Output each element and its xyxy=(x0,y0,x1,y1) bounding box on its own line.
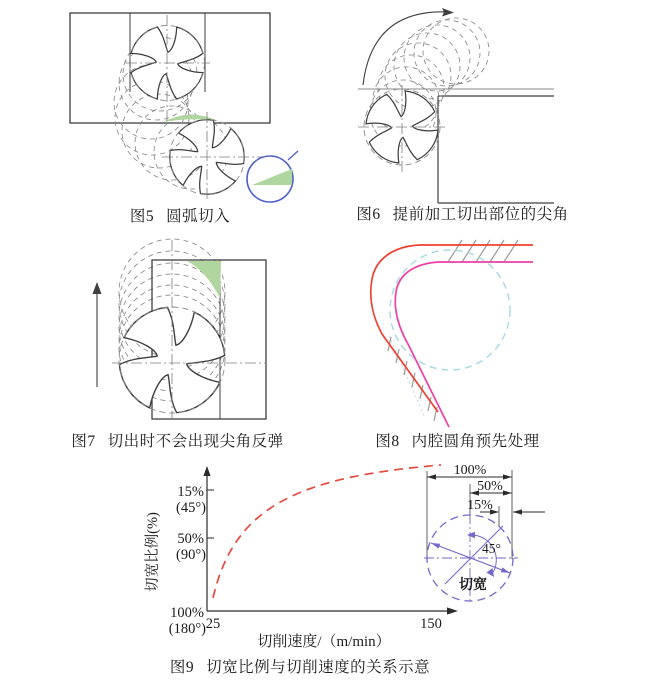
figure7-number: 图7 xyxy=(71,433,96,450)
figure7-exit-drawing xyxy=(93,239,267,430)
y-tick-100: 100% xyxy=(170,605,204,621)
inset-dim-50: 50% xyxy=(477,479,503,494)
figure6-title: 提前加工切出部位的尖角 xyxy=(392,206,569,223)
inset-cut-width-label: 切宽 xyxy=(459,578,487,593)
corner-tool-circle-cyan xyxy=(390,250,510,370)
figure5-arc-entry-drawing xyxy=(70,13,298,209)
y-tick-marks xyxy=(207,490,214,538)
engagement-wedge-green xyxy=(252,169,292,185)
figure5-number: 图5 xyxy=(129,208,155,225)
figure5-caption xyxy=(55,204,305,226)
y-axis-arrow xyxy=(203,466,210,476)
x-axis-arrow xyxy=(447,607,458,614)
x-tick-25: 25 xyxy=(205,616,221,632)
figure9-chart xyxy=(144,463,545,650)
figure6-caption xyxy=(345,202,580,224)
detail-leader-line xyxy=(288,151,298,160)
figure6-corner-premachining-drawing xyxy=(358,8,554,203)
figure8-caption xyxy=(340,429,575,451)
inset-dim-100: 100% xyxy=(453,463,487,478)
figure8-inner-corner-drawing xyxy=(371,240,533,427)
figure7-title: 切出时不会出现尖角反弹 xyxy=(107,433,284,450)
y-tick-50: 50% xyxy=(177,531,204,547)
workpiece-step-profile xyxy=(438,96,554,203)
feed-direction-arrow xyxy=(93,282,102,387)
figure8-number: 图8 xyxy=(375,433,400,450)
engagement-detail-circle xyxy=(247,151,298,202)
figure6-number: 图6 xyxy=(356,206,381,223)
figure9-title: 切宽比例与切削速度的关系示意 xyxy=(206,659,431,676)
figure7-caption xyxy=(55,429,300,451)
cut-width-inset xyxy=(424,463,545,603)
figure8-title: 内腔圆角预先处理 xyxy=(411,433,540,450)
pre-treatment-path-red xyxy=(371,245,533,412)
finish-contour-magenta xyxy=(395,262,533,427)
figure9-number: 图9 xyxy=(169,659,195,676)
ratio-vs-speed-curve xyxy=(213,465,441,598)
y-tick-90deg: (90°) xyxy=(176,547,206,563)
y-tick-45deg: (45°) xyxy=(176,500,206,516)
figure9-caption xyxy=(120,655,480,677)
engagement-area-green xyxy=(187,261,221,298)
figure5-title: 圆弧切入 xyxy=(166,208,231,225)
x-tick-150: 150 xyxy=(420,616,442,632)
y-axis-label: 切宽比例(%) xyxy=(145,512,161,592)
inset-angle-label: 45° xyxy=(482,541,501,556)
inset-dim-15: 15% xyxy=(467,498,493,513)
y-tick-180deg: (180°) xyxy=(168,621,206,637)
x-axis-label: 切削速度/（m/min） xyxy=(257,634,391,650)
stock-boundary-dotted xyxy=(389,336,425,418)
y-tick-15: 15% xyxy=(177,484,204,500)
